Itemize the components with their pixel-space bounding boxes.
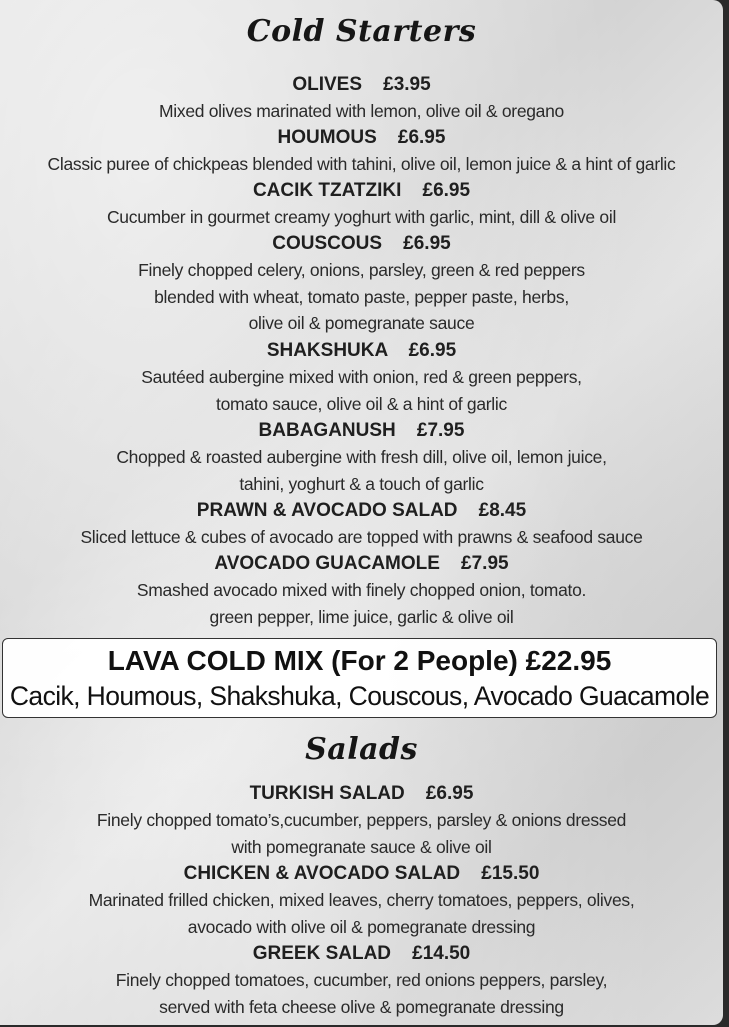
menu-item-chicken-avocado-salad [0, 860, 723, 940]
item-description: Marinated frilled chicken, mixed leaves, cherry tomatoes, peppers, olives, [88, 890, 635, 910]
item-description: Cucumber in gourmet creamy yoghurt with garlic, mint, dill & olive oil [106, 207, 617, 227]
menu-item-turkish-salad [0, 780, 723, 860]
item-name: HOUMOUS £6.95 [277, 127, 446, 148]
item-description: with pomegranate sauce & olive oil [231, 836, 492, 857]
menu-item-shakshuka [0, 337, 723, 417]
item-name: CACIK TZATZIKI £6.95 [252, 180, 471, 201]
item-description: Finely chopped tomatoes, cucumber, red onions peppers, parsley, [115, 970, 608, 990]
menu-item-babaganush [0, 417, 723, 497]
menu-item-prawn-avocado-salad [0, 497, 723, 551]
item-description: Sliced lettuce & cubes of avocado are topped with prawns & seafood sauce [80, 527, 643, 547]
item-description: Finely chopped tomato’s,cucumber, peppers, parsley & onions dressed [96, 810, 627, 830]
item-description: Mixed olives marinated with lemon, olive oil & oregano [159, 101, 564, 121]
item-name: BABAGANUSH £7.95 [258, 420, 465, 441]
item-name: OLIVES £3.95 [292, 74, 431, 95]
item-description: Finely chopped celery, onions, parsley, green & red peppers [138, 260, 585, 280]
item-description: blended with wheat, tomato paste, pepper paste, herbs, [154, 286, 569, 307]
item-name: SHAKSHUKA £6.95 [266, 340, 457, 361]
salads-heading: Salads [305, 732, 418, 767]
item-description: avocado with olive oil & pomegranate dressing [187, 916, 536, 937]
cold-starters-heading: Cold Starters [246, 14, 477, 49]
item-name: GREEK SALAD £14.50 [252, 943, 471, 964]
item-name: AVOCADO GUACAMOLE £7.95 [214, 553, 509, 574]
menu-item-houmous [0, 124, 723, 178]
cold-mix-title: LAVA COLD MIX (For 2 People) £22.95 [107, 645, 612, 676]
item-name: COUSCOUS £6.95 [272, 233, 451, 254]
menu-item-avocado-guacamole [0, 550, 723, 630]
item-description: Sautéed aubergine mixed with onion, red & green peppers, [141, 367, 582, 387]
menu-item-couscous [0, 230, 723, 337]
item-description: tomato sauce, olive oil & a hint of garlic [216, 393, 507, 414]
item-description: Classic puree of chickpeas blended with tahini, olive oil, lemon juice & a hint of garlic [47, 154, 676, 174]
cold-mix-box [2, 638, 717, 718]
item-description: olive oil & pomegranate sauce [248, 313, 475, 334]
item-description: served with feta cheese olive & pomegranate dressing [159, 996, 564, 1017]
item-description: tahini, yoghurt & a touch of garlic [239, 473, 484, 494]
menu-item-greek-salad [0, 940, 723, 1020]
menu-item-cacik-tzatziki [0, 177, 723, 231]
item-description: Chopped & roasted aubergine with fresh dill, olive oil, lemon juice, [116, 447, 607, 467]
item-name: TURKISH SALAD £6.95 [249, 783, 474, 804]
item-name: PRAWN & AVOCADO SALAD £8.45 [196, 500, 527, 521]
menu-item-olives [0, 71, 723, 125]
item-description: Smashed avocado mixed with finely chopped onion, tomato. [136, 580, 587, 600]
item-name: CHICKEN & AVOCADO SALAD £15.50 [183, 863, 540, 884]
item-description: green pepper, lime juice, garlic & olive oil [209, 606, 514, 627]
cold-mix-description: Cacik, Houmous, Shakshuka, Couscous, Avocado Guacamole [9, 681, 710, 711]
